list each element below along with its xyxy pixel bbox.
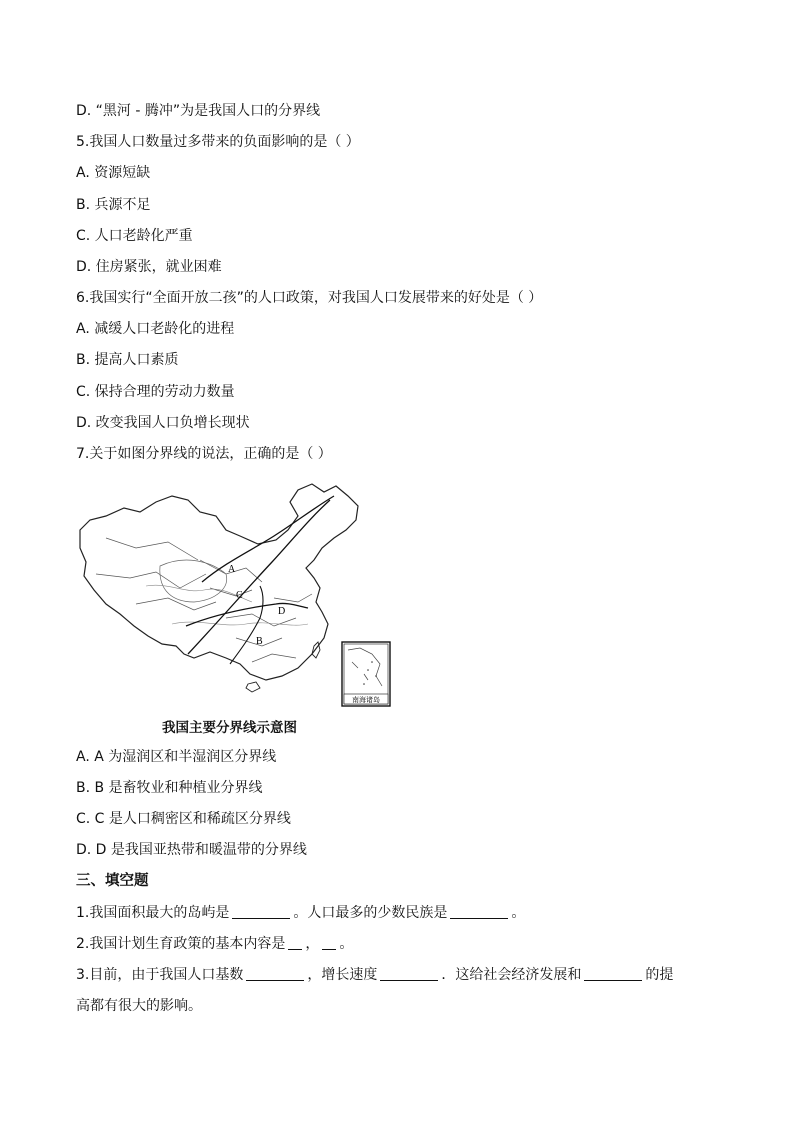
map-label-d: D xyxy=(278,606,286,617)
q4-option-d: D. “黑河 - 腾冲”为是我国人口的分界线 xyxy=(76,103,321,119)
answer-blank[interactable] xyxy=(450,904,508,919)
fill-q1: 1.我国面积最大的岛屿是 。人口最多的少数民族是 。 xyxy=(76,905,526,921)
answer-blank[interactable] xyxy=(380,966,438,981)
map-figure xyxy=(76,478,396,710)
q6-option-d: D. 改变我国人口负增长现状 xyxy=(76,415,250,431)
taiwan-island xyxy=(312,642,320,658)
q7-option-a: A. A 为湿润区和半湿润区分界线 xyxy=(76,749,277,765)
answer-blank[interactable] xyxy=(322,935,336,950)
q5-option-a: A. 资源短缺 xyxy=(76,165,151,181)
q7-option-c: C. C 是人口稠密区和稀疏区分界线 xyxy=(76,811,291,827)
q6-stem: 6.我国实行“全面开放二孩”的人口政策，对我国人口发展带来的好处是（ ） xyxy=(76,290,543,306)
q7-option-b: B. B 是畜牧业和种植业分界线 xyxy=(76,780,263,796)
boundary-line-a xyxy=(202,496,334,582)
q5-option-c: C. 人口老龄化严重 xyxy=(76,228,193,244)
map-caption: 我国主要分界线示意图 xyxy=(162,720,297,736)
q6-option-c: C. 保持合理的劳动力数量 xyxy=(76,384,235,400)
south-china-sea-inset xyxy=(342,642,390,706)
section-title: 三、填空题 xyxy=(76,873,149,889)
q5-option-b: B. 兵源不足 xyxy=(76,197,151,213)
map-label-c: C xyxy=(236,590,243,601)
map-label-a: A xyxy=(228,564,236,575)
answer-blank[interactable] xyxy=(584,966,642,981)
answer-blank[interactable] xyxy=(246,966,304,981)
fill-q3: 3.目前，由于我国人口基数 ，增长速度 ．这给社会经济发展和 的提 xyxy=(76,967,674,983)
answer-blank[interactable] xyxy=(232,904,290,919)
map-label-b: B xyxy=(256,636,263,647)
answer-blank[interactable] xyxy=(288,935,302,950)
fill-q2: 2.我国计划生育政策的基本内容是 ， 。 xyxy=(76,936,354,952)
q7-stem: 7.关于如图分界线的说法，正确的是（ ） xyxy=(76,446,332,462)
china-boundary-map xyxy=(76,478,396,710)
fill-q3-continued: 高都有很大的影响。 xyxy=(76,998,202,1014)
hainan-island xyxy=(246,682,260,692)
q6-option-b: B. 提高人口素质 xyxy=(76,352,179,368)
q5-option-d: D. 住房紧张，就业困难 xyxy=(76,259,222,275)
q7-option-d: D. D 是我国亚热带和暖温带的分界线 xyxy=(76,842,307,858)
inset-label: 南海诸岛 xyxy=(352,696,380,704)
q5-stem: 5.我国人口数量过多带来的负面影响的是（ ） xyxy=(76,134,360,150)
q6-option-a: A. 减缓人口老龄化的进程 xyxy=(76,321,235,337)
